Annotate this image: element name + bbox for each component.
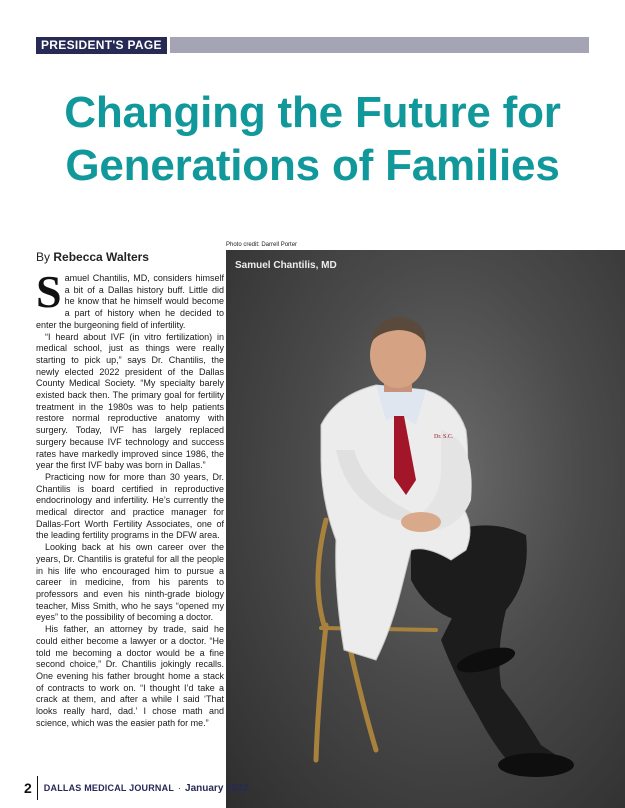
trousers [411,525,556,770]
photo-credit: Photo credit: Darrell Porter [226,242,298,248]
footer-separator: · [178,783,182,793]
section-tag: PRESIDENT'S PAGE [36,37,167,54]
issue-date: January 2022 [185,782,249,794]
page-footer [24,777,248,799]
hands [401,512,441,532]
page-number: 2 [24,780,32,796]
photo-caption: Samuel Chantilis, MD [235,260,337,271]
article-headline: Changing the Future for Generations of Families [64,88,561,190]
paragraph-1-text: amuel Chantilis, MD, considers himself a bit of a Dallas history buff. Little did he know that he himself would become a part of history when he decided to enter the burgeoning field of infertility. [36,273,224,330]
byline-prefix: By [36,250,51,264]
paragraph-3: Practicing now for more than 30 years, Dr. Chantilis is board certified in reproductive endocrinology and infertility. He’s currently the medical director and practice manager for Dallas-Fort Worth Fertility Associates, one of the leading fertility programs in the DFW area. [36,471,224,541]
section-rule [170,37,589,53]
author-name: Rebecca Walters [53,250,149,264]
journal-name: DALLAS MEDICAL JOURNAL [43,783,175,793]
portrait-illustration [226,250,625,808]
paragraph-4: Looking back at his own career over the years, Dr. Chantilis is grateful for all the people in his life who encouraged him to pursue a career in medicine, from his parents to professors and even his ninth-grade biology teacher, Miss Smith, who he says “opened my eyes” to the possibility of becoming a doctor. [36,542,224,623]
footer-divider [37,776,38,800]
paragraph-1 [36,266,224,332]
drop-cap: S [36,266,62,317]
article-body [36,266,224,729]
paragraph-5: His father, an attorney by trade, said he could either become a lawyer or a doctor. “He told me becoming a doctor would be a fine second choice,” Dr. Chantilis jokingly recalls. One evening his father brought home a stack of contracts to work on. “I thought I’d take a crack at them, and after a while I said ‘That looks really hard, dad.’ I chose math and science, which was the easier path for me.” [36,624,224,728]
paragraph-2: “I heard about IVF (in vitro fertilization) in medical school, just as things were really starting to pick up,” says Dr. Chantilis, the newly elected 2022 president of the Dallas County Medical Society. “My specialty barely existed back then. The primary goal for fertility treatment in the 1980s was to help patients restore normal reproductive anatomy with surgery. Today, IVF has largely replaced surgery because IVF technology and success rates have markedly improved since 1986, the year the first IVF baby was born in Dallas.” [36,331,224,471]
byline [36,250,149,264]
portrait-photo [226,250,625,808]
coat-embroidery: Dr. S.C. [434,434,454,440]
shoe-left [498,753,574,777]
